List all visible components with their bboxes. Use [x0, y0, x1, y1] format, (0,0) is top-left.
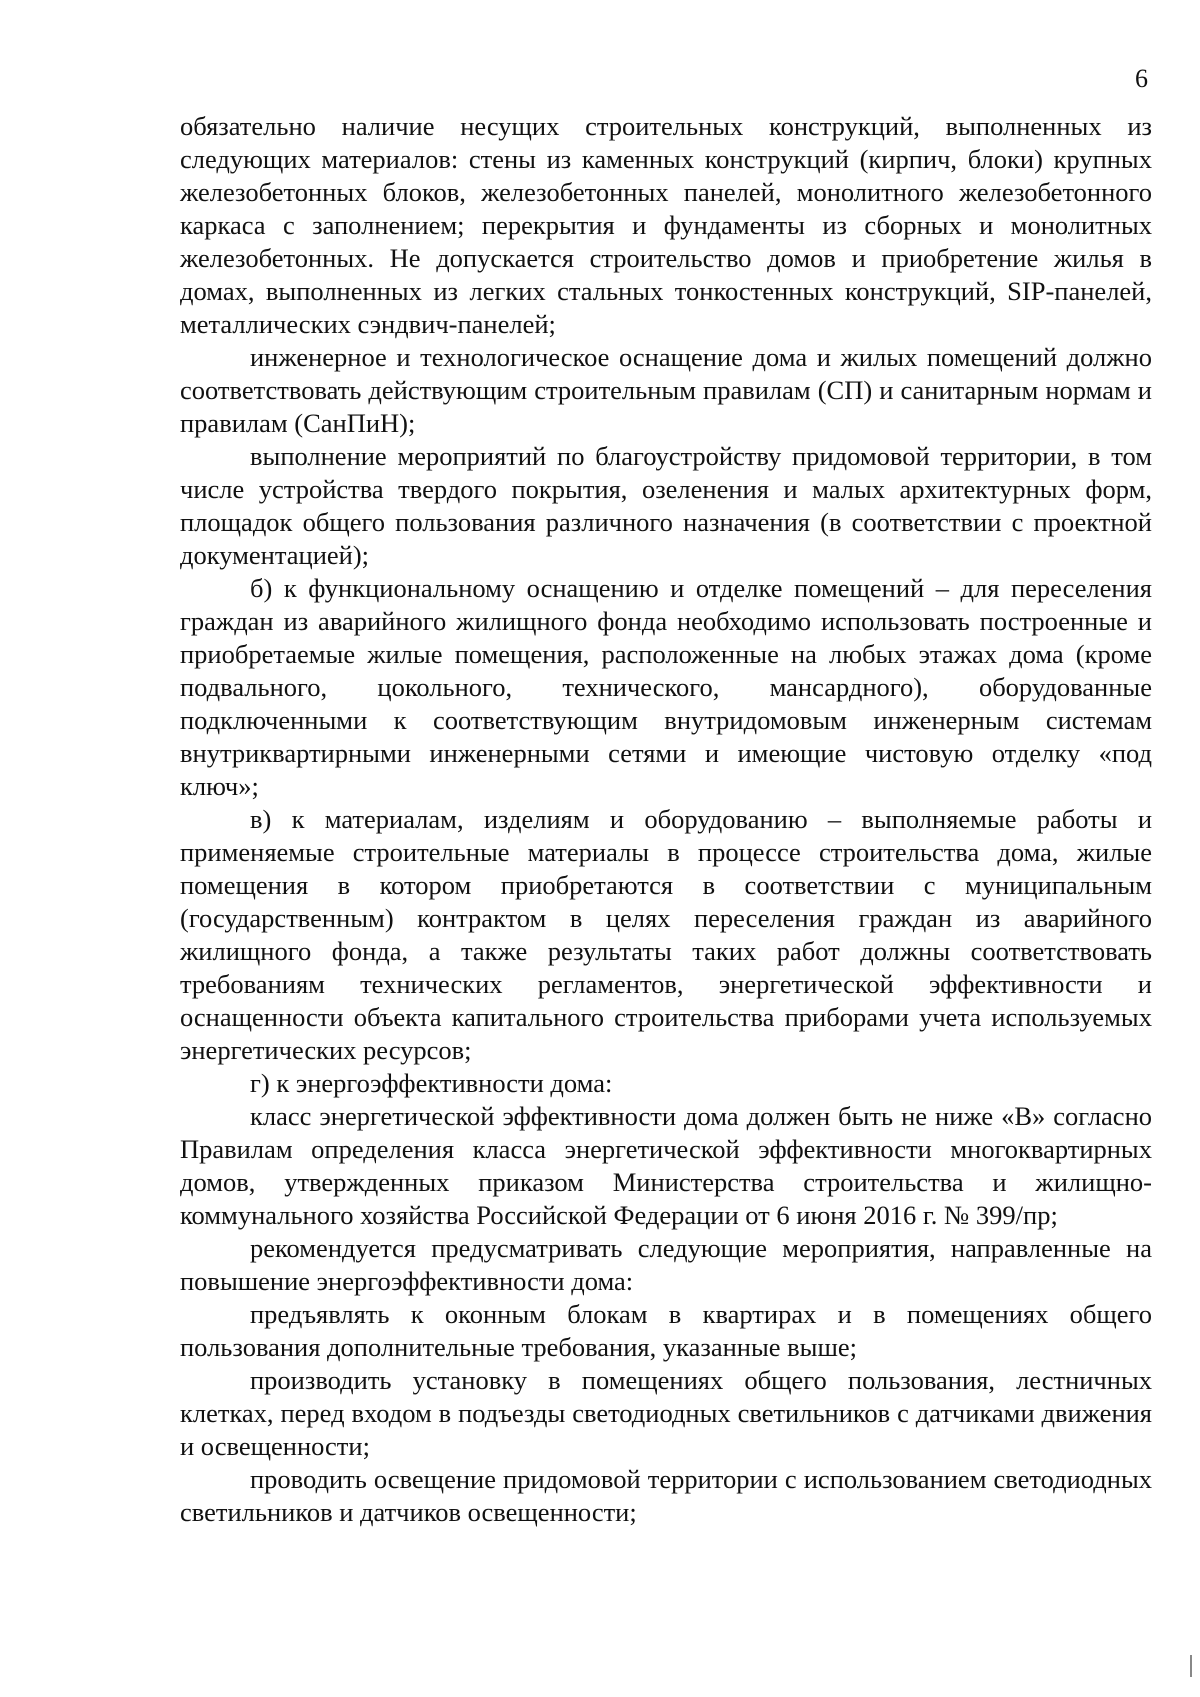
paragraph-window-blocks: предъявлять к оконным блокам в квартирах и в помещениях общего пользования дополнительные требования, указанные выше;	[180, 1299, 1152, 1362]
paragraph-energy-heading: г) к энергоэффективности дома:	[250, 1068, 613, 1098]
page-number: 6	[1135, 64, 1148, 93]
paragraph-recommended-measures: рекомендуется предусматривать следующие мероприятия, направленные на повышение энергоэффективности дома:	[180, 1233, 1152, 1296]
paragraph-materials: в) к материалам, изделиям и оборудованию – выполняемые работы и применяемые строительные материалы в процессе строительства дома, жилые помещения в котором приобретаются в соответствии с муниципальным (государственным) контрактом в целях переселения граждан из аварийного жилищного фонда, а также результаты таких работ должны соответствовать требованиям технических регламентов, энергетической эффективности и оснащенности объекта капитального строительства приборами учета используемых энергетических ресурсов;	[180, 804, 1152, 1065]
paragraph-engineering-equipment: инженерное и технологическое оснащение дома и жилых помещений должно соответствовать действующим строительным правилам (СП) и санитарным нормам и правилам (СанПиН);	[180, 342, 1152, 438]
scan-edge-mark	[1190, 1655, 1192, 1677]
paragraph-landscaping: выполнение мероприятий по благоустройству придомовой территории, в том числе устройства твердого покрытия, озеленения и малых архитектурных форм, площадок общего пользования различного назначения (в соответствии с проектной документацией);	[180, 441, 1152, 570]
paragraph-continuation: обязательно наличие несущих строительных конструкций, выполненных из следующих материалов: стены из каменных конструкций (кирпич, блоки) крупных железобетонных блоков, железобетонных панелей, монолитного железобетонного каркаса с заполнением; перекрытия и фундаменты из сборных и монолитных железобетонных. Не допускается строительство домов и приобретение жилья в домах, выполненных из легких стальных тонкостенных конструкций, SIP-панелей, металлических сэндвич-панелей;	[180, 111, 1152, 339]
document-body	[180, 110, 1152, 1529]
paragraph-functional-equipment: б) к функциональному оснащению и отделке помещений – для переселения граждан из аварийного жилищного фонда необходимо использовать построенные и приобретаемые жилые помещения, расположенные на любых этажах дома (кроме подвального, цокольного, технического, мансардного), оборудованные подключенными к соответствующим внутридомовым инженерным системам внутриквартирными инженерными сетями и имеющие чистовую отделку «под ключ»;	[180, 573, 1152, 801]
paragraph-led-installation: производить установку в помещениях общего пользования, лестничных клетках, перед входом в подъезды светодиодных светильников с датчиками движения и освещенности;	[180, 1365, 1152, 1461]
paragraph-outdoor-lighting: проводить освещение придомовой территории с использованием светодиодных светильников и датчиков освещенности;	[180, 1464, 1152, 1527]
paragraph-energy-class: класс энергетической эффективности дома должен быть не ниже «В» согласно Правилам определения класса энергетической эффективности многоквартирных домов, утвержденных приказом Министерства строительства и жилищно-коммунального хозяйства Российской Федерации от 6 июня 2016 г. № 399/пр;	[180, 1101, 1152, 1230]
